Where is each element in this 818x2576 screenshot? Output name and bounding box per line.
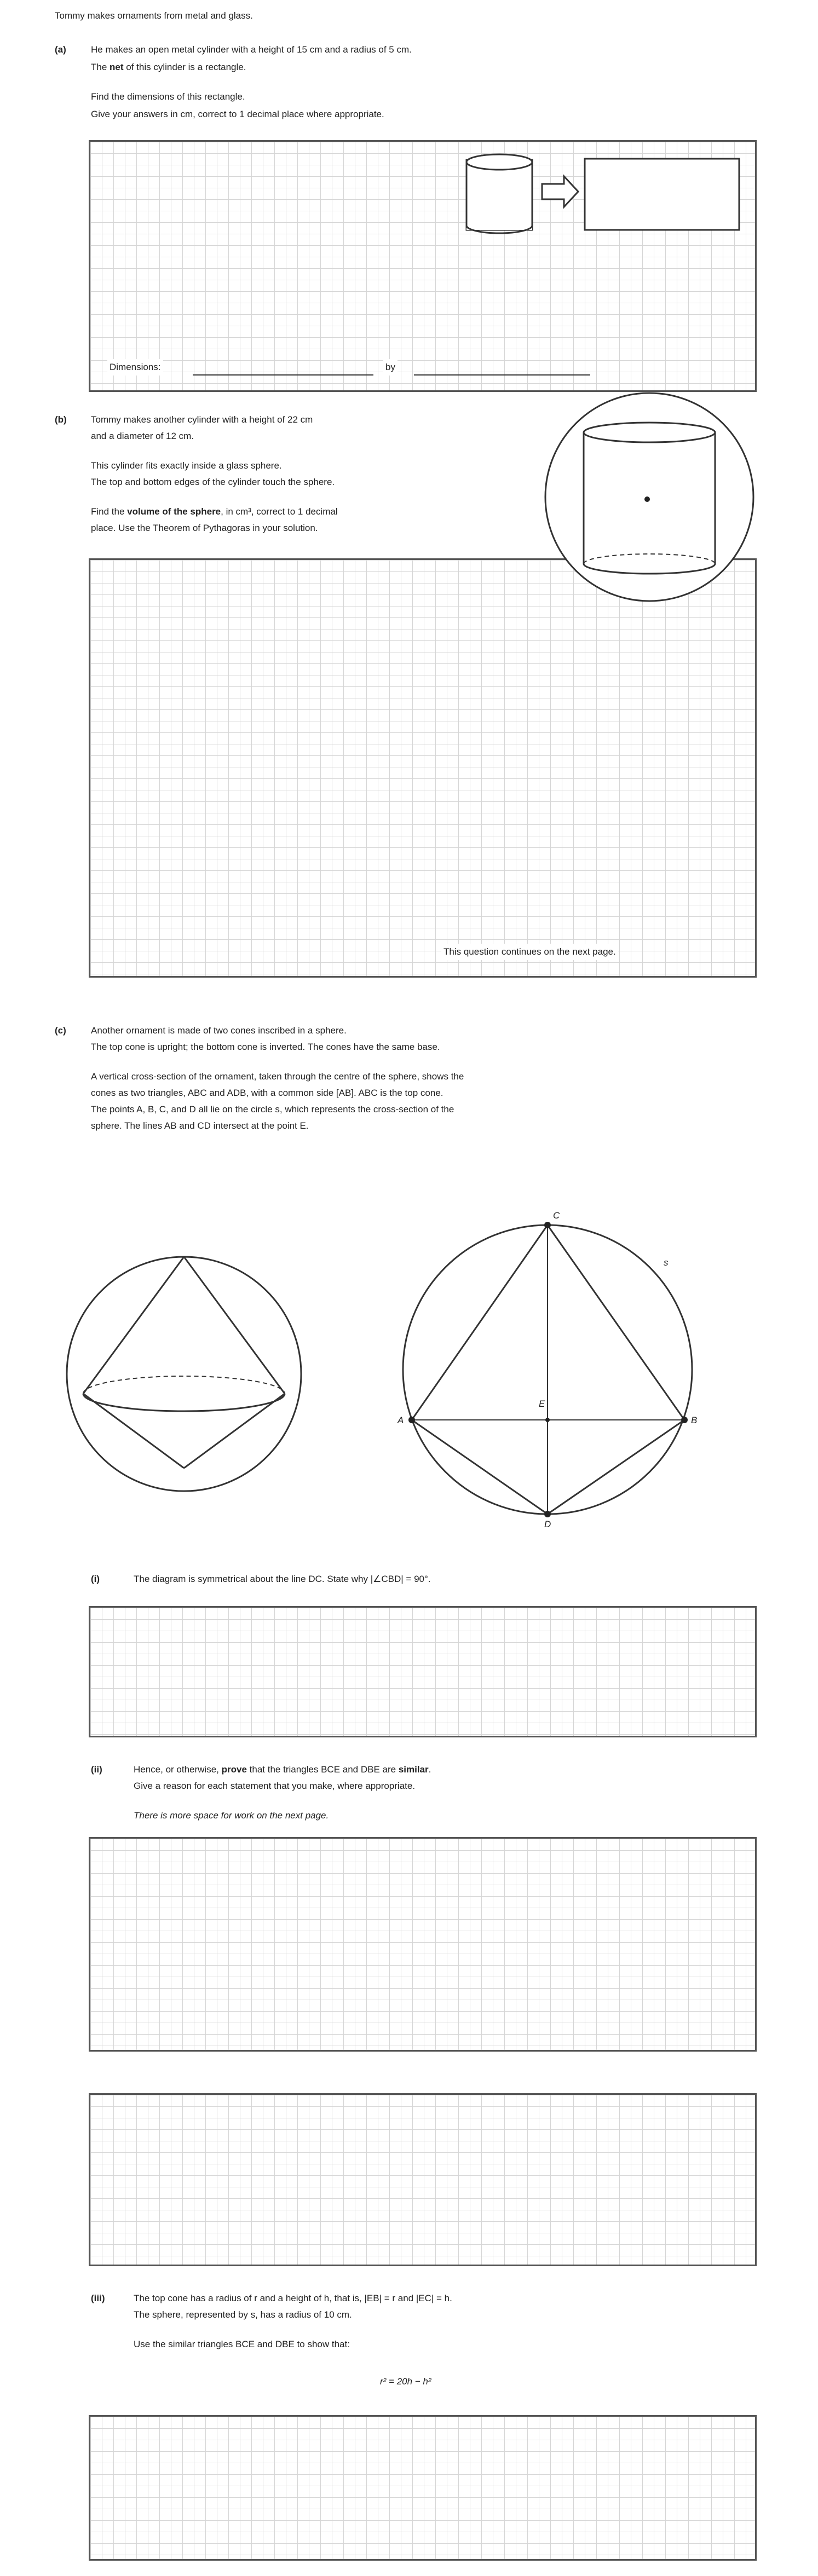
part-c-iii-formula: r² = 20h − h²	[380, 2376, 431, 2387]
part-c-ii-line2: Give a reason for each statement that you make, where appropriate.	[134, 1781, 416, 1791]
part-c-iii-line1: The top cone has a radius of r and a height of h, that is, |EB| = r and |EC| = h.	[134, 2293, 452, 2303]
part-c-line2: The top cone is upright; the bottom cone is inverted. The cones have the same base.	[91, 1042, 440, 1052]
part-c-i-answer-box[interactable]	[89, 1606, 757, 1737]
part-c-ii-label: (ii)	[91, 1764, 102, 1775]
point-c-label: C	[553, 1210, 560, 1221]
part-c-line6: sphere. The lines AB and CD intersect at the point E.	[91, 1120, 309, 1131]
dimensions-label: Dimensions:	[107, 359, 163, 376]
part-c-i-text: The diagram is symmetrical about the line DC. State why |∠CBD| = 90°.	[134, 1574, 431, 1584]
part-c-iii-line2: The sphere, represented by s, has a radius of 10 cm.	[134, 2309, 352, 2320]
part-a-line3: Find the dimensions of this rectangle.	[91, 91, 245, 102]
part-c-line1: Another ornament is made of two cones inscribed in a sphere.	[91, 1025, 347, 1036]
point-b-label: B	[691, 1415, 698, 1425]
part-a-line1: He makes an open metal cylinder with a height of 15 cm and a radius of 5 cm.	[91, 44, 412, 55]
part-b-label: (b)	[55, 414, 67, 425]
point-a-label: A	[398, 1415, 404, 1425]
part-c-line5: The points A, B, C, and D all lie on the circle s, which represents the cross-section of the	[91, 1104, 454, 1114]
part-c-ii-line3: There is more space for work on the next page.	[134, 1810, 329, 1821]
point-e-label: E	[539, 1399, 545, 1409]
part-c-line4: cones as two triangles, ABC and ADB, with a common side [AB]. ABC is the top cone.	[91, 1088, 443, 1098]
part-b-line4: The top and bottom edges of the cylinder touch the sphere.	[91, 477, 335, 487]
part-a-label: (a)	[55, 44, 66, 55]
part-c-line3: A vertical cross-section of the ornament, taken through the centre of the sphere, shows the	[91, 1071, 464, 1082]
part-b-line5: Find the volume of the sphere, in cm³, correct to 1 decimal	[91, 506, 338, 517]
part-b-line3: This cylinder fits exactly inside a glass sphere.	[91, 460, 282, 471]
circle-s-label: s	[664, 1257, 669, 1268]
part-b-line2: and a diameter of 12 cm.	[91, 431, 194, 441]
part-c-i-label: (i)	[91, 1574, 100, 1584]
part-a-line4: Give your answers in cm, correct to 1 decimal place where appropriate.	[91, 109, 384, 119]
part-c-iii-answer-box[interactable]	[89, 2415, 757, 2561]
part-a-line2: The net of this cylinder is a rectangle.	[91, 62, 246, 72]
point-d-label: D	[544, 1519, 551, 1529]
part-c-ii-answer-box-1[interactable]	[89, 1837, 757, 2052]
part-c-iii-label: (iii)	[91, 2293, 105, 2303]
continues-note: This question continues on the next page.	[441, 944, 618, 960]
part-c-label: (c)	[55, 1025, 66, 1036]
part-b-line1: Tommy makes another cylinder with a height of 22 cm	[91, 414, 313, 425]
part-c-iii-line3: Use the similar triangles BCE and DBE to show that:	[134, 2339, 350, 2349]
by-label: by	[383, 359, 398, 376]
part-c-ii-line1: Hence, or otherwise, prove that the triangles BCE and DBE are similar.	[134, 1764, 431, 1775]
intro-text: Tommy makes ornaments from metal and glass.	[55, 10, 253, 21]
part-c-ii-answer-box-2[interactable]	[89, 2093, 757, 2266]
part-b-line6: place. Use the Theorem of Pythagoras in your solution.	[91, 523, 318, 533]
